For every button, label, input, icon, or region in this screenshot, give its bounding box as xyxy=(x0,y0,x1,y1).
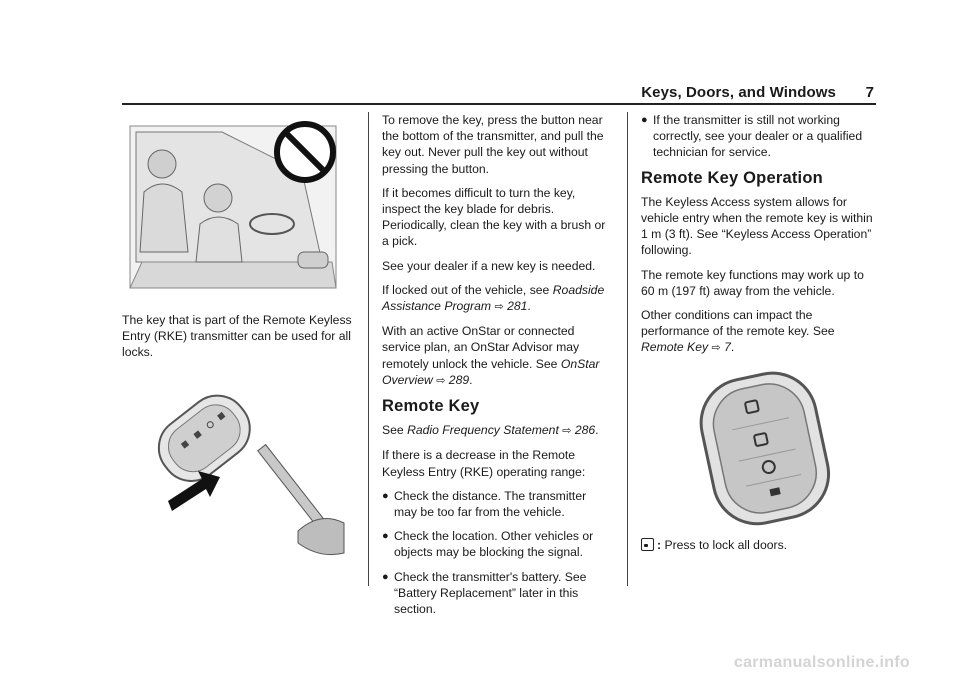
list-item: ● If the transmitter is still not working correctly, see your dealer or a qualified technician for service. xyxy=(641,113,863,160)
remote-key-heading: Remote Key xyxy=(382,397,480,416)
new-key-paragraph: See your dealer if a new key is needed. xyxy=(382,258,596,273)
list-item: ● Check the distance. The transmitter may be too far from the vehicle. xyxy=(382,488,587,520)
other-conditions-paragraph: Other conditions can impact the performance of the remote key. See Remote Key ⇨ 7. xyxy=(641,308,835,355)
remote-key-fob-illustration xyxy=(677,369,857,527)
key-fob-blade-illustration xyxy=(148,383,348,558)
page-ref-arrow-icon: ⇨ xyxy=(436,374,446,387)
column-divider-2 xyxy=(627,112,628,586)
column-3 xyxy=(641,112,879,561)
page-number: 7 xyxy=(865,84,874,101)
radio-frequency-paragraph: See Radio Frequency Statement ⇨ 286. xyxy=(382,423,599,438)
onstar-overview-link[interactable]: OnStar Overview xyxy=(382,356,600,387)
page-ref-arrow-icon: ⇨ xyxy=(494,301,504,314)
locked-out-paragraph: If locked out of the vehicle, see Roadside Assistance Program ⇨ 281. xyxy=(382,282,605,314)
prohibition-illustration xyxy=(122,112,346,292)
bullet-icon: ● xyxy=(382,489,389,502)
bullet-icon: ● xyxy=(382,530,389,543)
remote-key-operation-heading: Remote Key Operation xyxy=(641,168,823,187)
onstar-overview-page[interactable]: 289 xyxy=(448,372,470,387)
roadside-assistance-link[interactable]: Roadside Assistance Program xyxy=(382,282,605,314)
remote-key-page[interactable]: 7 xyxy=(724,340,731,355)
remote-key-link[interactable]: Remote Key xyxy=(641,340,709,355)
difficult-turn-paragraph: If it becomes difficult to turn the key, inspect the key blade for debris. Periodically, clean the key with a brush or a pick. xyxy=(382,185,606,249)
keyless-access-paragraph: The Keyless Access system allows for vehicle entry when the remote key is within 1 m (3 ft). See “Keyless Access Operation” following. xyxy=(641,194,873,258)
page-header-title: Keys, Doors, and Windows xyxy=(641,84,836,101)
roadside-assistance-page[interactable]: 281 xyxy=(507,299,528,314)
watermark-footer: carmanualsonline.info xyxy=(733,654,910,671)
page-ref-arrow-icon: ⇨ xyxy=(562,425,572,438)
header-rule xyxy=(122,103,876,105)
lock-description: : Press to lock all doors. xyxy=(641,537,879,553)
remove-key-paragraph: To remove the key, press the button near the bottom of the transmitter, and pull the key out. Never pull the key out without pressing the button. xyxy=(382,113,604,176)
range-decrease-paragraph: If there is a decrease in the Remote Keyless Entry (RKE) operating range: xyxy=(382,448,586,479)
bullet-icon: ● xyxy=(641,114,648,126)
list-item: ● Check the transmitter's battery. See “Battery Replacement” later in this section. xyxy=(382,569,587,617)
page-ref-arrow-icon: ⇨ xyxy=(711,342,721,355)
onstar-paragraph: With an active OnStar or connected service plan, an OnStar Advisor may remotely unlock the vehicle. See OnStar Overview ⇨ 289. xyxy=(382,324,600,387)
column-1 xyxy=(122,112,352,558)
radio-frequency-link[interactable]: Radio Frequency Statement xyxy=(407,423,559,438)
range-paragraph: The remote key functions may work up to 60 m (197 ft) away from the vehicle. xyxy=(641,267,864,298)
list-item: ● Check the location. Other vehicles or objects may be blocking the signal. xyxy=(382,529,594,560)
column-divider-1 xyxy=(368,112,369,586)
lock-icon xyxy=(641,538,654,551)
key-rke-paragraph: The key that is part of the Remote Keyless Entry (RKE) transmitter can be used for all locks. xyxy=(122,313,352,360)
bullet-icon: ● xyxy=(382,570,389,583)
column-2 xyxy=(382,112,612,625)
radio-frequency-page[interactable]: 286 xyxy=(574,423,596,438)
